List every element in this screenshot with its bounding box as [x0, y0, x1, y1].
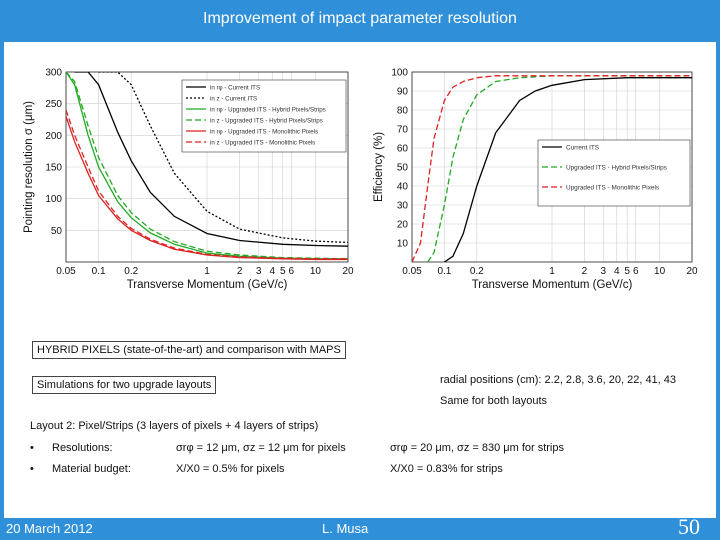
legend-entry: in z - Upgraded ITS - Monolithic Pixels — [210, 139, 316, 147]
x-tick-label: 20 — [342, 266, 354, 277]
x-tick-label: 2 — [581, 266, 588, 277]
y-tick-label: 250 — [45, 99, 62, 111]
y-tick-label: 50 — [396, 162, 408, 174]
y-tick-label: 10 — [396, 238, 408, 250]
pixel-resolution: σrφ = 12 μm, σz = 12 μm for pixels — [176, 442, 346, 454]
x-axis-label: Transverse Momentum (GeV/c) — [126, 279, 288, 291]
y-tick-label: 20 — [396, 219, 408, 231]
radial-positions: radial positions (cm): 2.2, 2.8, 3.6, 20, 22, 41, 43 — [440, 374, 677, 386]
legend-entry: Upgraded ITS - Hybrid Pixels/Strips — [566, 164, 667, 172]
x-tick-label: 5 — [279, 266, 286, 277]
y-tick-label: 80 — [396, 105, 408, 117]
resolutions-label: Resolutions: — [52, 442, 113, 454]
legend-entry: in rφ - Upgraded ITS - Hybrid Pixels/Strips — [210, 106, 326, 114]
x-tick-label: 0.2 — [469, 266, 484, 277]
page-number: 50 — [678, 514, 700, 539]
same-for-both: Same for both layouts — [440, 395, 548, 407]
legend-entry: in rφ - Upgraded ITS - Monolithic Pixels — [210, 128, 319, 136]
bullet-resolution: • — [30, 442, 34, 454]
y-tick-label: 90 — [396, 86, 408, 98]
footer-author: L. Musa — [322, 521, 369, 536]
x-tick-label: 1 — [549, 266, 555, 277]
legend-entry: Current ITS — [566, 144, 600, 152]
x-tick-label: 3 — [600, 266, 607, 277]
x-tick-label: 5 — [624, 266, 630, 277]
strip-material: X/X0 = 0.83% for strips — [390, 463, 503, 475]
y-tick-label: 30 — [396, 200, 408, 212]
layout2-label: Layout 2: Pixel/Strips (3 layers of pixels + 4 layers of strips) — [30, 420, 319, 432]
x-tick-label: 4 — [269, 266, 276, 277]
x-tick-label: 6 — [632, 266, 639, 277]
x-axis-label: Transverse Momentum (GeV/c) — [471, 279, 633, 291]
x-tick-label: 0.1 — [437, 266, 452, 277]
y-tick-label: 100 — [391, 67, 408, 79]
efficiency-chart — [370, 62, 700, 294]
legend-entry: in rφ - Current ITS — [210, 84, 261, 92]
material-label: Material budget: — [52, 463, 131, 475]
x-tick-label: 0.2 — [124, 266, 139, 277]
x-tick-label: 10 — [309, 266, 321, 277]
bullet-material: • — [30, 463, 34, 475]
y-tick-label: 150 — [45, 162, 62, 174]
legend-entry: in z - Upgraded ITS - Hybrid Pixels/Strips — [210, 117, 323, 125]
legend-entry: in z - Current ITS — [210, 95, 258, 103]
x-tick-label: 3 — [255, 266, 262, 277]
pointing-resolution-chart — [20, 62, 360, 294]
x-tick-label: 1 — [204, 266, 210, 277]
x-tick-label: 0.1 — [91, 266, 106, 277]
x-tick-label: 0.05 — [56, 266, 76, 277]
y-tick-label: 60 — [396, 143, 408, 155]
pixel-material: X/X0 = 0.5% for pixels — [176, 463, 285, 475]
hybrid-pixels-box: HYBRID PIXELS (state-of-the-art) and comparison with MAPS — [32, 341, 346, 359]
x-tick-label: 10 — [654, 266, 666, 277]
x-tick-label: 6 — [288, 266, 295, 277]
y-tick-label: 200 — [45, 130, 62, 142]
x-tick-label: 4 — [614, 266, 620, 277]
strip-resolution: σrφ = 20 μm, σz = 830 μm for strips — [390, 442, 564, 454]
slide-title: Improvement of impact parameter resolution — [203, 10, 517, 27]
y-tick-label: 300 — [45, 67, 62, 79]
x-tick-label: 20 — [686, 266, 698, 277]
y-tick-label: 100 — [45, 194, 62, 206]
legend-entry: Upgraded ITS - Monolithic Pixels — [566, 184, 660, 192]
legend-box — [538, 140, 690, 206]
simulations-box: Simulations for two upgrade layouts — [32, 376, 216, 394]
footer-date: 20 March 2012 — [6, 521, 93, 536]
y-tick-label: 70 — [396, 124, 408, 136]
y-axis-label: Efficiency (%) — [373, 131, 385, 203]
y-axis-label: Pointing resolution σ (μm) — [23, 101, 35, 233]
y-tick-label: 40 — [396, 181, 408, 193]
x-tick-label: 0.05 — [402, 266, 422, 277]
y-tick-label: 50 — [50, 225, 62, 237]
x-tick-label: 2 — [236, 266, 243, 277]
